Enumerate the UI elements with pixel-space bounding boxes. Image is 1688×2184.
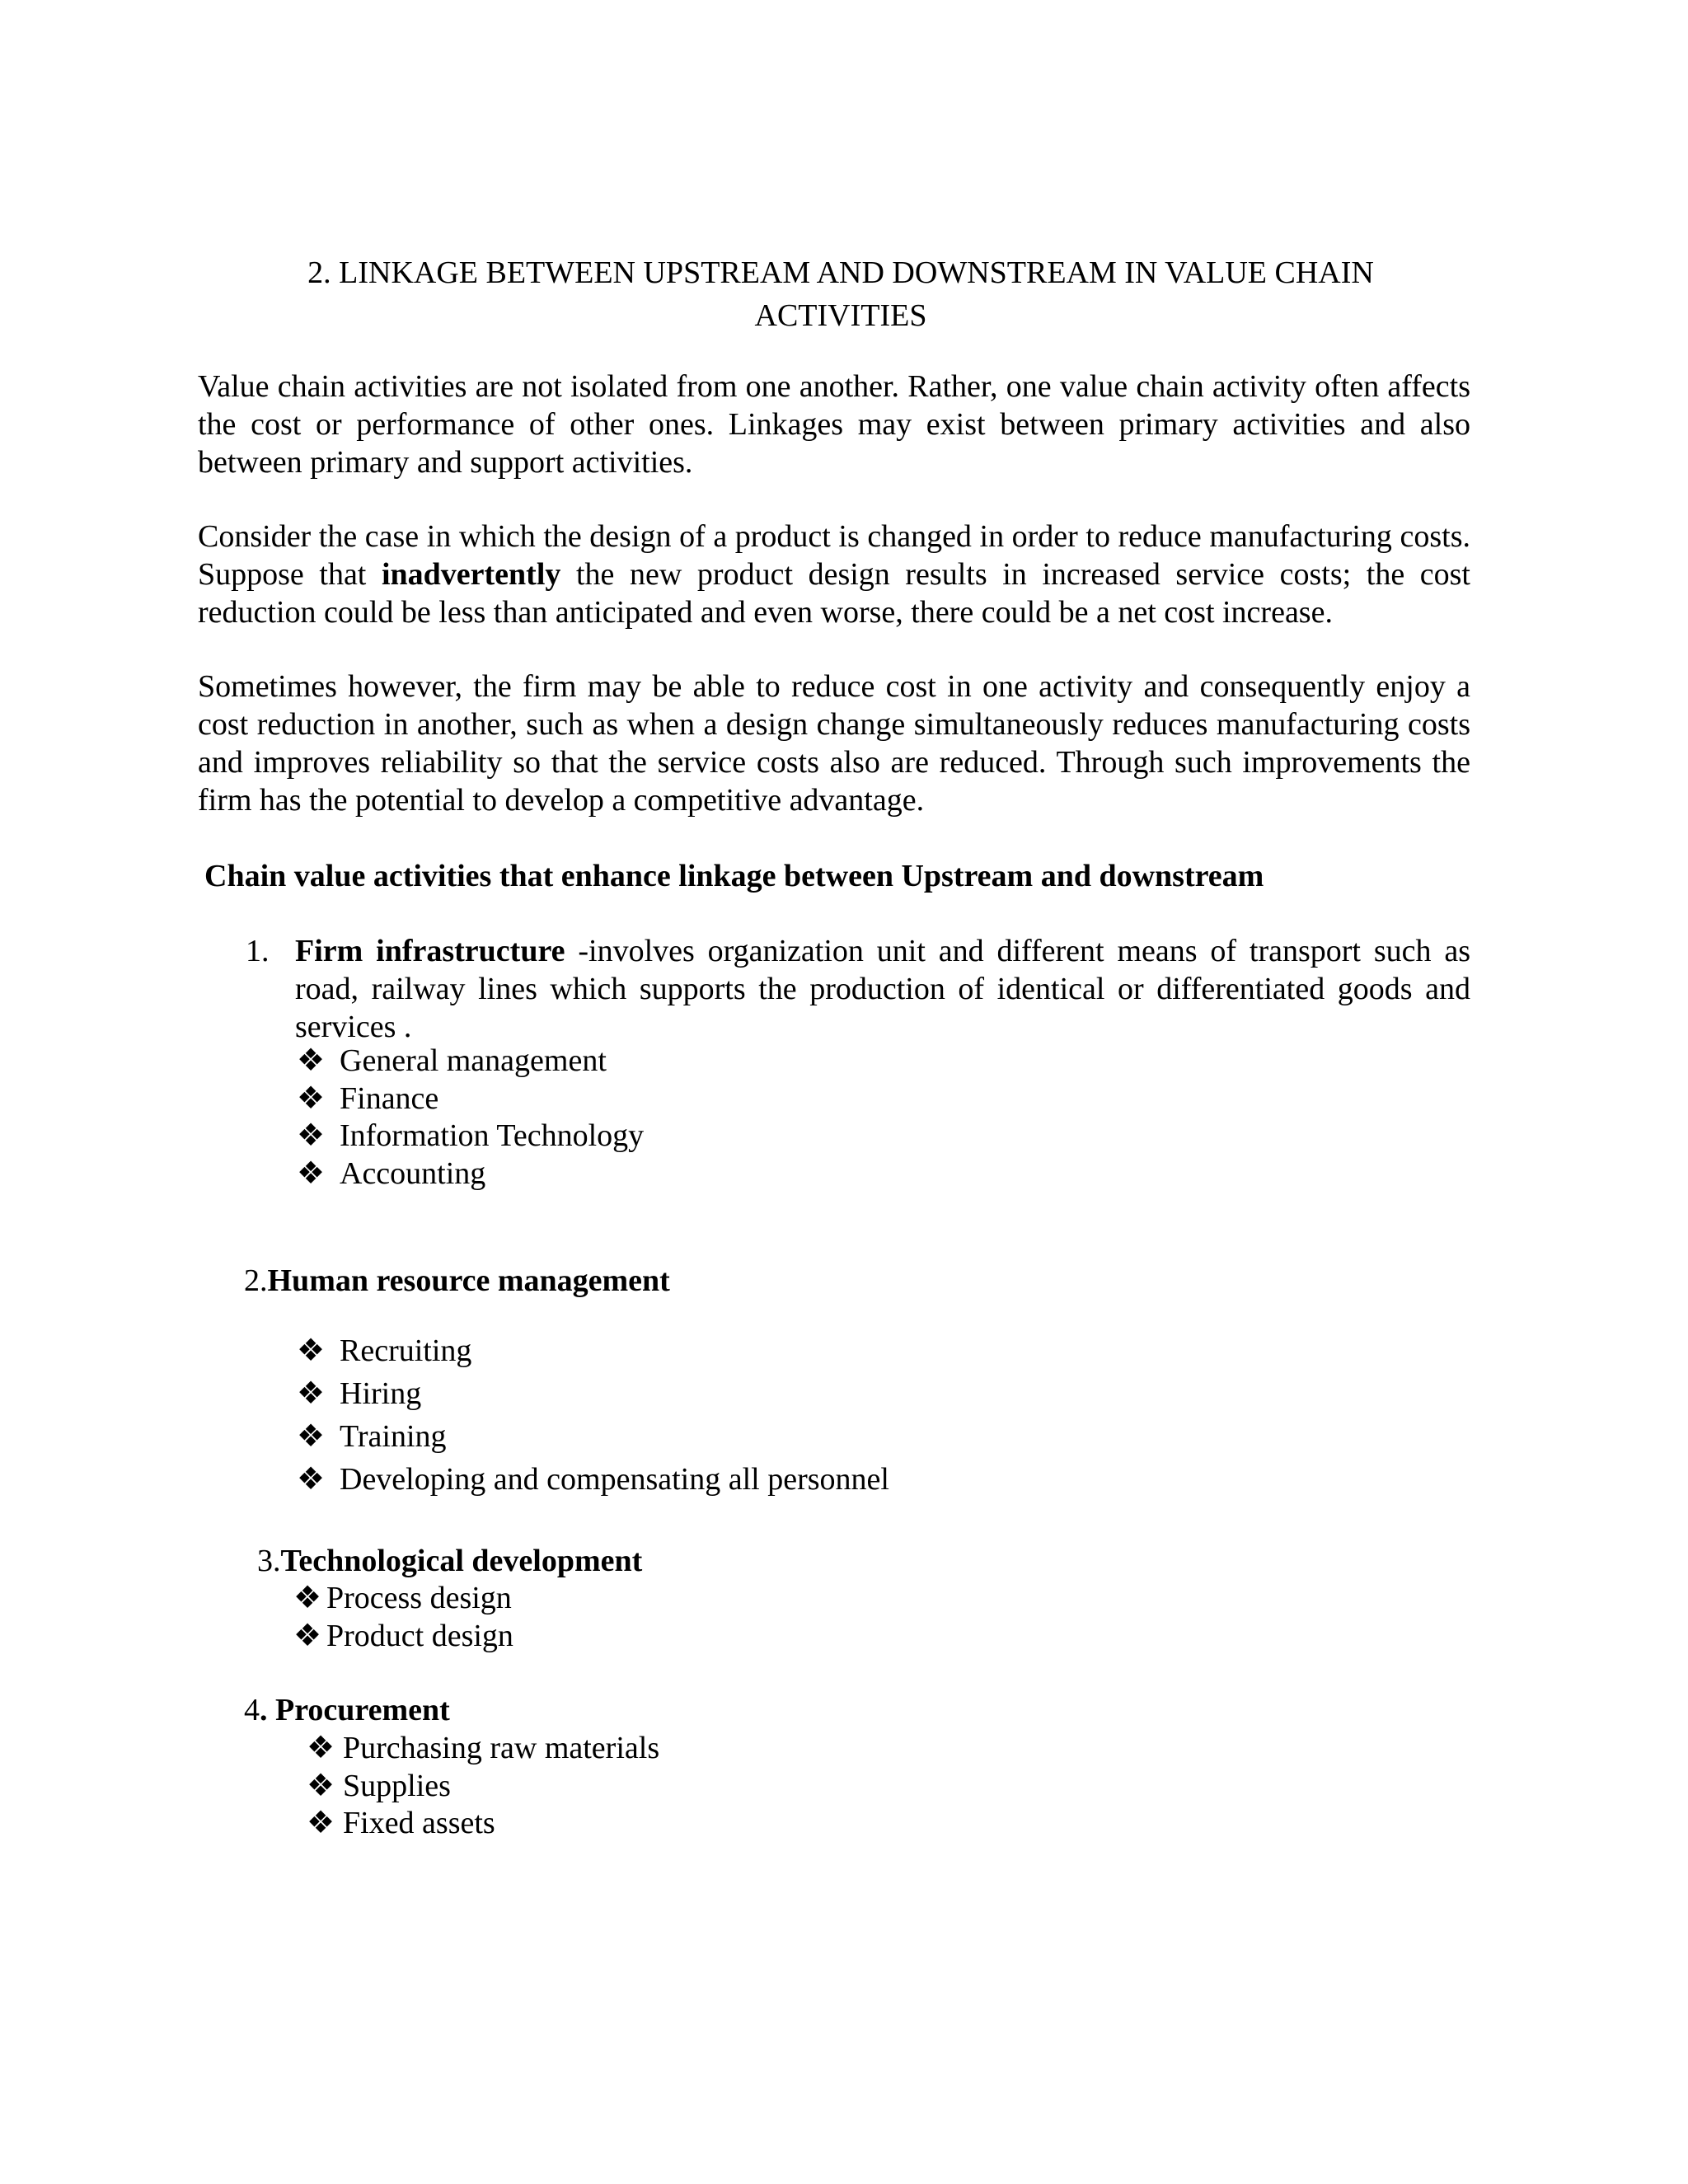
- list-item-label: Hiring: [340, 1376, 422, 1411]
- list-item-label: Accounting: [340, 1155, 486, 1191]
- diamond-bullet-icon: ❖: [307, 1768, 335, 1803]
- paragraph-design-change-case: [198, 518, 1470, 631]
- section-procurement-heading: [244, 1691, 450, 1729]
- section-heading: Technological development: [280, 1544, 643, 1578]
- list-item-label: Developing and compensating all personnel: [340, 1462, 889, 1497]
- list-item-label: Supplies: [343, 1768, 451, 1803]
- list-item-label: Product design: [326, 1618, 513, 1653]
- diamond-bullet-icon: ❖: [297, 1043, 326, 1078]
- list-item: [297, 1460, 889, 1503]
- diamond-bullet-icon: ❖: [297, 1118, 326, 1153]
- diamond-bullet-icon: ❖: [293, 1581, 322, 1615]
- paragraph-text: Consider the case in which the design of a product is changed in order to reduce manufacturing costs. Suppose that: [198, 519, 1470, 592]
- list-item-label: Process design: [326, 1581, 512, 1615]
- diamond-bullet-icon: ❖: [297, 1376, 326, 1411]
- diamond-bullet-icon: ❖: [297, 1462, 326, 1497]
- diamond-bullet-icon: ❖: [297, 1155, 326, 1191]
- diamond-bullet-icon: ❖: [307, 1731, 335, 1765]
- list-item-label: Finance: [340, 1080, 439, 1116]
- list-item-label: Training: [340, 1419, 447, 1454]
- paragraph-text: the new product design results in increased service costs; the cost reduction could be less than anticipated and even worse, there could be a net cost increase.: [198, 557, 1470, 630]
- list-item: [293, 1579, 513, 1617]
- section-heading: Firm infrastructure: [295, 934, 565, 968]
- list-item-label: Information Technology: [340, 1118, 645, 1153]
- list-item-label: Recruiting: [340, 1333, 472, 1368]
- procurement-list: [307, 1729, 659, 1842]
- list-item: [297, 1117, 644, 1155]
- document-title-line-1: 2. LINKAGE BETWEEN UPSTREAM AND DOWNSTREAM IN VALUE CHAIN: [307, 255, 1374, 290]
- diamond-bullet-icon: ❖: [297, 1080, 326, 1116]
- section-subheading: Chain value activities that enhance linkage between Upstream and downstream: [204, 859, 1264, 893]
- paragraph-cost-reduction: Sometimes however, the firm may be able to reduce cost in one activity and consequently enjoy a cost reduction in another, such as when a design change simultaneously reduces manufacturing costs and improves reliability so that the service costs also are reduced. Through such improvements the firm has the potential to develop a competitive advantage.: [198, 669, 1470, 818]
- list-item: [297, 1080, 644, 1118]
- diamond-bullet-icon: ❖: [293, 1618, 322, 1653]
- emphasis-inadvertently: inadvertently: [381, 557, 561, 592]
- diamond-bullet-icon: ❖: [297, 1419, 326, 1454]
- human-resource-list: [297, 1332, 889, 1503]
- section-heading: Human resource management: [267, 1263, 670, 1298]
- section-number: 1.: [246, 934, 270, 968]
- section-technological-development-heading: [257, 1542, 642, 1580]
- section-number: 2.: [244, 1263, 268, 1298]
- diamond-bullet-icon: ❖: [307, 1806, 335, 1840]
- list-item-label: Fixed assets: [343, 1806, 495, 1840]
- list-item: [297, 1332, 889, 1375]
- section-number: 4: [244, 1693, 260, 1727]
- firm-infrastructure-list: [297, 1042, 644, 1192]
- paragraph-linkages-intro: Value chain activities are not isolated from one another. Rather, one value chain activity often affects the cost or performance of other ones. Linkages may exist between primary activities and also between primary and support activities.: [198, 369, 1470, 480]
- list-item: [297, 1042, 644, 1080]
- section-number: 3.: [257, 1544, 281, 1578]
- list-item-label: Purchasing raw materials: [343, 1731, 660, 1765]
- list-item: [307, 1804, 659, 1842]
- section-description: [295, 932, 1470, 1046]
- section-description-text: -involves organization unit and different means of transport such as road, railway lines which supports the production of identical or differentiated goods and services .: [295, 934, 1470, 1044]
- section-human-resource-heading: [244, 1262, 670, 1300]
- list-item: [307, 1767, 659, 1805]
- list-item: [307, 1729, 659, 1767]
- section-heading: . Procurement: [260, 1693, 450, 1727]
- section-firm-infrastructure: [246, 932, 1470, 1046]
- diamond-bullet-icon: ❖: [297, 1333, 326, 1368]
- list-item-label: General management: [340, 1043, 607, 1078]
- list-item: [297, 1418, 889, 1460]
- document-title-line-2: ACTIVITIES: [754, 298, 927, 333]
- list-item: [297, 1375, 889, 1418]
- list-item: [293, 1617, 513, 1655]
- technological-development-list: [293, 1579, 513, 1654]
- list-item: [297, 1155, 644, 1193]
